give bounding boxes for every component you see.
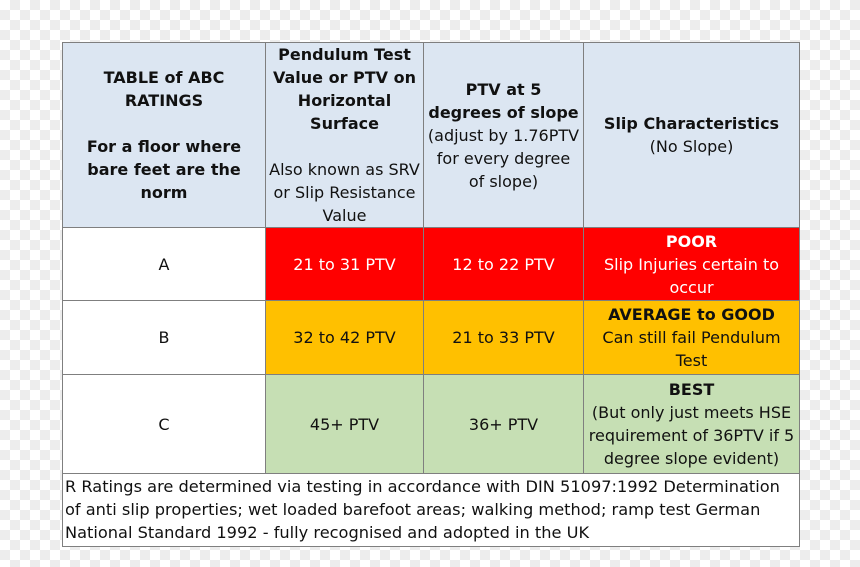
ptv-slope-c: 36+ PTV bbox=[424, 375, 584, 474]
header-title-cell bbox=[63, 43, 266, 228]
ptv-horizontal-a: 21 to 31 PTV bbox=[266, 228, 424, 301]
header-ptv-horizontal-cell bbox=[266, 43, 424, 228]
ptv-slope-b: 21 to 33 PTV bbox=[424, 301, 584, 375]
ptv-horizontal-b: 32 to 42 PTV bbox=[266, 301, 424, 375]
header-slip-characteristics-title: Slip Characteristics bbox=[603, 114, 780, 133]
table-subtitle: For a floor where bare feet are the norm bbox=[86, 137, 242, 202]
slip-rating-title-b: AVERAGE to GOOD bbox=[608, 305, 775, 324]
slip-rating-title-a: POOR bbox=[665, 231, 718, 251]
abc-ratings-table bbox=[62, 42, 800, 547]
header-slip-characteristics-note: (No Slope) bbox=[649, 137, 734, 156]
header-ptv-slope-cell bbox=[424, 43, 584, 228]
header-ptv-horizontal-note: Also known as SRV or Slip Resistance Value bbox=[269, 160, 420, 225]
slip-rating-text-c: (But only just meets HSE requirement of 36PTV if 5 degree slope evident) bbox=[588, 403, 795, 468]
slip-rating-title-c: BEST bbox=[668, 380, 715, 399]
header-ptv-slope-note: (adjust by 1.76PTV for every degree of slope) bbox=[427, 125, 580, 191]
rating-label-a: A bbox=[63, 228, 266, 301]
header-slip-characteristics-cell bbox=[584, 43, 800, 228]
header-row bbox=[63, 43, 800, 228]
slip-rating-text-a: Slip Injuries certain to occur bbox=[603, 254, 780, 297]
rating-label-b: B bbox=[63, 301, 266, 375]
slip-characteristics-a bbox=[584, 228, 800, 301]
ptv-horizontal-c: 45+ PTV bbox=[266, 375, 424, 474]
slip-rating-text-b: Can still fail Pendulum Test bbox=[602, 328, 781, 370]
slip-characteristics-b bbox=[584, 301, 800, 375]
footer-row bbox=[63, 474, 800, 547]
table-row-a bbox=[63, 228, 800, 301]
header-ptv-slope-title: PTV at 5 degrees of slope bbox=[428, 79, 579, 122]
table-title: TABLE of ABC RATINGS bbox=[103, 68, 225, 110]
ptv-slope-a: 12 to 22 PTV bbox=[424, 228, 584, 301]
table-row-b bbox=[63, 301, 800, 375]
rating-label-c: C bbox=[63, 375, 266, 474]
table-row-c bbox=[63, 375, 800, 474]
header-ptv-horizontal-title: Pendulum Test Value or PTV on Horizontal Surface bbox=[272, 45, 417, 133]
slip-characteristics-c bbox=[584, 375, 800, 474]
footer-note: R Ratings are determined via testing in accordance with DIN 51097:1992 Determination of anti slip properties; wet loaded barefoot areas; walking method; ramp test German National Standard 1992 - fully recognised and adopted in the UK bbox=[63, 474, 800, 547]
